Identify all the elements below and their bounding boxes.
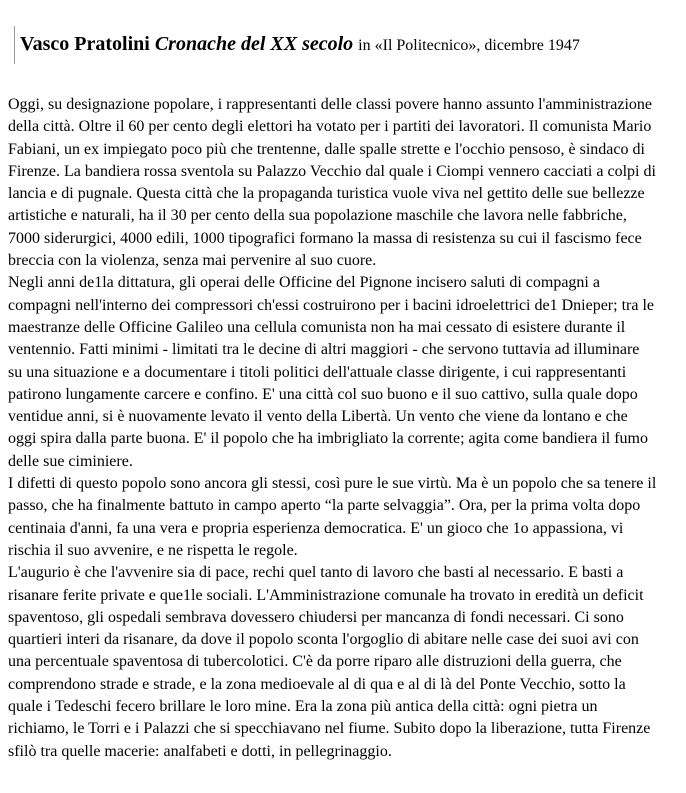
document-page [0,26,686,793]
text-line: centinaia d'anni, fa una vera e propria esperienza democratica. E' un gioco che 1o appassiona, vi [8,519,624,537]
author-name: Vasco Pratolini [20,33,150,55]
text-line: compagni nell'interno dei compressori ch'essi costruirono per i bacini idroelettrici de1 Dnieper; tra le [8,296,654,314]
text-line: 7000 siderurgici, 4000 edili, 1000 tipografici formano la massa di resistenza su cui il fascismo fece [8,229,642,247]
text-line: su una situazione e a documentare i titoli politici dell'attuale classe dirigente, i cui rappresentanti [8,363,627,381]
text-line: richiamo, le Torri e i Palazzi che si specchiavano nel fiume. Subito dopo la liberazione, tutta Firenze [8,720,651,738]
text-line: Fabiani, un ex impiegato poco più che trentenne, dalle spalle strette e l'occhio pensoso, è sindaco di [8,140,645,158]
text-line: delle sue ciminiere. [8,452,133,470]
text-line: L'augurio è che l'avvenire sia di pace, rechi quel tanto di lavoro che basti al necessario. E basti a [8,564,624,582]
text-line: ventennio. Fatti minimi - limitati tra le decine di altri maggiori - che servono tuttavia ad illuminare [8,341,640,359]
text-line: ventidue anni, si è nuovamente levato il vento della Libertà. Un vento che viene da lontano e che [8,408,628,426]
publication-info: in «Il Politecnico», dicembre 1947 [358,37,580,54]
article-body [8,94,678,763]
text-line: quale i Tedeschi fecero brillare le loro mine. Era la zona più antica della città: ogni pietra un [8,698,598,716]
text-line: artistiche e naturali, ha il 30 per cento della sua popolazione maschile che lavora nelle fabbriche, [8,207,627,225]
text-line: una percentuale spaventosa di tubercolotici. C'è da porre riparo alle distruzioni della guerra, che [8,653,622,671]
text-line: risanare ferite private e que1le sociali. L'Amministrazione comunale ha trovato in eredità un deficit [8,586,644,604]
document-title [14,26,678,64]
text-line: breccia con la violenza, senza mai pervenire al suo cuore. [8,252,377,270]
text-line: passo, che ha finalmente battuto in campo aperto “la parte selvaggia”. Ora, per la prima volta dopo [8,497,641,515]
text-line: Firenze. La bandiera rossa sventola su Palazzo Vecchio dal quale i Ciompi vennero cacciati a colpi di [8,162,656,180]
text-line: Oggi, su designazione popolare, i rappresentanti delle classi povere hanno assunto l'amministrazione [8,96,653,113]
text-line: patirono lungamente carcere e confino. E' una città col suo buono e il suo cattivo, sulla quale dopo [8,385,638,403]
text-line: spaventoso, gli ospedali sembrava dovessero chiudersi per mancanza di fondi necessari. Ci sono [8,608,624,626]
text-line: comprendono strade e strade, e la zona medioevale al di qua e al di là del Ponte Vecchio, sotto la [8,675,626,693]
text-line: quartieri interi da risanare, da dove il popolo sconta l'orgoglio di abitare nelle case dei suoi avi con [8,631,639,649]
text-line: rischia il suo avvenire, e ne rispetta le regole. [8,541,298,559]
work-title: Cronache del XX secolo [154,33,354,55]
text-line: I difetti di questo popolo sono ancora gli stessi, così pure le sue virtù. Ma è un popolo che sa tenere il [8,475,657,493]
text-line: Negli anni de1la dittatura, gli operai delle Officine del Pignone incisero saluti di compagni a [8,274,600,292]
text-line: lancia e di pugnale. Questa città che la propaganda turistica vuole viva nel gettito delle sue bellezze [8,185,645,203]
text-line: oggi spira dalla parte buona. E' il popolo che ha imbrigliato la corrente; agita come bandiera il fumo [8,430,648,448]
text-line: maestranze delle Officine Galileo una cellula comunista non ha mai cessato di esistere durante il [8,318,626,336]
text-line: della città. Oltre il 60 per cento degli elettori ha votato per i partiti dei lavoratori. Il comunista Mario [8,118,652,136]
text-line: sfilò tra quelle macerie: analfabeti e dotti, in pellegrinaggio. [8,742,392,760]
